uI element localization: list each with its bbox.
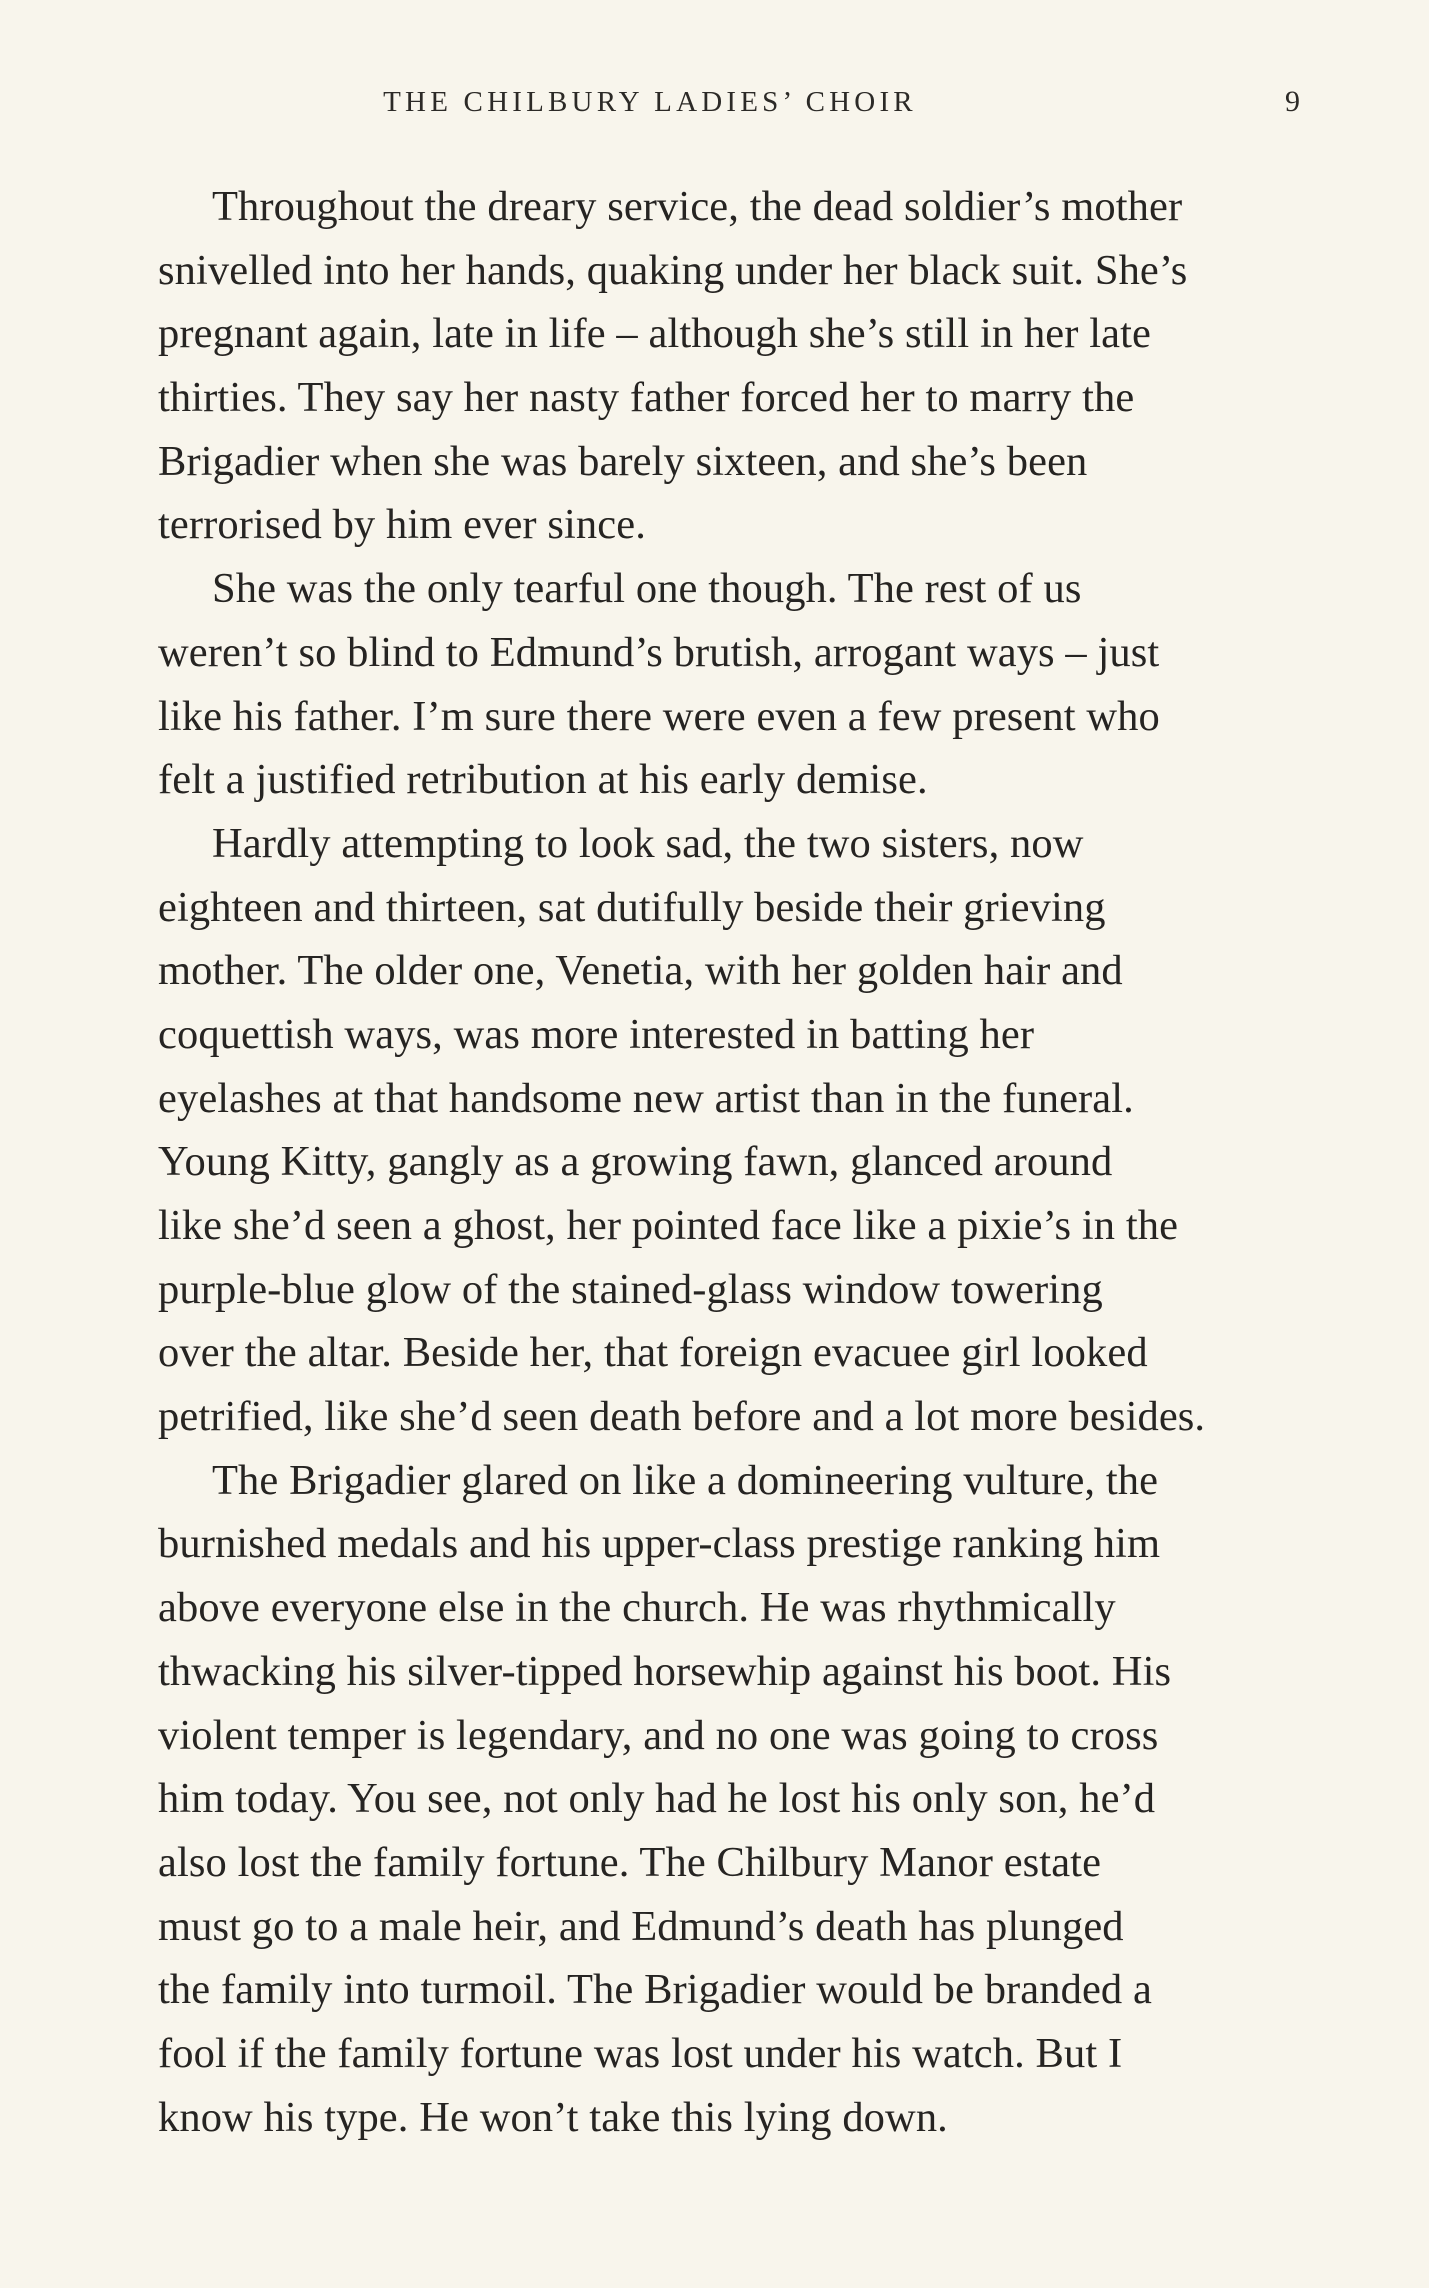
text-line: eyelashes at that handsome new artist than in the funeral. — [158, 1074, 1134, 1122]
text-line: over the altar. Beside her, that foreign evacuee girl looked — [158, 1329, 1148, 1377]
text-line: purple-blue glow of the stained-glass window towering — [158, 1265, 1103, 1313]
text-line: like his father. I’m sure there were even a few present who — [158, 692, 1160, 740]
page-number: 9 — [1285, 85, 1300, 118]
text-line: fool if the family fortune was lost under his watch. But I — [158, 2029, 1123, 2077]
text-line: the family into turmoil. The Brigadier would be branded a — [158, 1966, 1152, 2014]
text-line: pregnant again, late in life – although she’s still in her late — [158, 310, 1151, 358]
text-line: weren’t so blind to Edmund’s brutish, arrogant ways – just — [158, 628, 1160, 676]
text-line: terrorised by him ever since. — [158, 501, 646, 549]
text-line: eighteen and thirteen, sat dutifully beside their grieving — [158, 883, 1106, 931]
paragraph — [158, 557, 1318, 812]
text-line: must go to a male heir, and Edmund’s death has plunged — [158, 1902, 1124, 1950]
running-head-title: THE CHILBURY LADIES’ CHOIR — [383, 86, 917, 118]
text-line: him today. You see, not only had he lost his only son, he’d — [158, 1775, 1156, 1823]
text-line: violent temper is legendary, and no one was going to cross — [158, 1711, 1159, 1759]
text-line: petrified, like she’d seen death before and a lot more besides. — [158, 1393, 1206, 1441]
text-line: Throughout the dreary service, the dead soldier’s mother — [212, 183, 1183, 230]
text-line: mother. The older one, Venetia, with her golden hair and — [158, 947, 1123, 995]
text-line: like she’d seen a ghost, her pointed face like a pixie’s in the — [158, 1202, 1179, 1249]
body-text — [158, 175, 1318, 2149]
text-line: Hardly attempting to look sad, the two sisters, now — [212, 819, 1084, 867]
text-line: burnished medals and his upper-class prestige ranking him — [158, 1520, 1161, 1568]
text-line: Young Kitty, gangly as a growing fawn, glanced around — [158, 1138, 1113, 1186]
text-line: She was the only tearful one though. The rest of us — [212, 565, 1082, 613]
paragraph — [158, 1449, 1318, 2150]
text-line: thirties. They say her nasty father forced her to marry the — [158, 374, 1135, 422]
text-line: above everyone else in the church. He was rhythmically — [158, 1584, 1116, 1632]
text-line: The Brigadier glared on like a domineering vulture, the — [212, 1456, 1159, 1504]
paragraph — [158, 175, 1318, 557]
running-head — [160, 82, 1300, 122]
text-line: felt a justified retribution at his early demise. — [158, 756, 928, 804]
text-line: thwacking his silver-tipped horsewhip against his boot. His — [158, 1647, 1172, 1695]
text-line: snivelled into her hands, quaking under her black suit. She’s — [158, 246, 1188, 294]
text-line: Brigadier when she was barely sixteen, and she’s been — [158, 437, 1088, 485]
text-line: know his type. He won’t take this lying down. — [158, 2093, 948, 2141]
text-line: coquettish ways, was more interested in batting her — [158, 1010, 1035, 1058]
paragraph — [158, 812, 1318, 1449]
text-line: also lost the family fortune. The Chilbury Manor estate — [158, 1838, 1102, 1886]
